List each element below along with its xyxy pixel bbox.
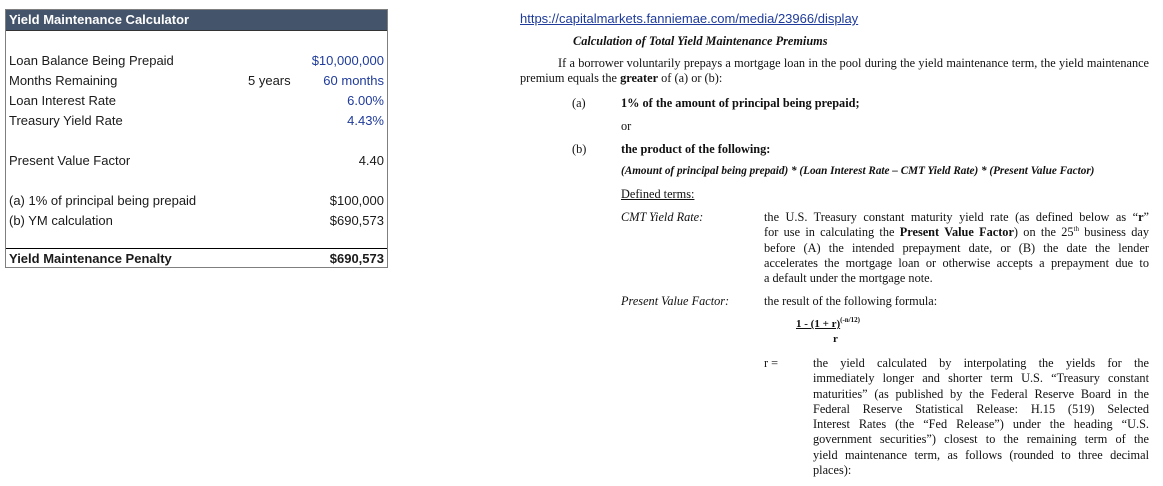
ym-formula: (Amount of principal being prepaid) * (Loan Interest Rate – CMT Yield Rate) * (Present Value Factor) xyxy=(621,165,1095,177)
r-def-line: yield maintenance term, as follows (rounded to three decimal xyxy=(813,447,1149,462)
cmt-def-line-2d: business day xyxy=(1078,225,1149,240)
item-b: the product of the following: xyxy=(621,142,771,156)
cmt-def-pvf: Present Value Factor xyxy=(899,225,1014,240)
penalty-label: Yield Maintenance Penalty xyxy=(9,251,172,266)
r-def-line: maturities” (as published by the Federal Reserve Board in the xyxy=(813,386,1149,401)
option-a-row xyxy=(6,191,387,211)
months-years: 5 years xyxy=(248,73,291,88)
marker-a: (a) xyxy=(572,96,586,110)
calculator-title: Yield Maintenance Calculator xyxy=(6,10,387,31)
loan-balance-value[interactable]: $10,000,000 xyxy=(311,53,384,68)
cmt-def-line-2a: for use in calculating the xyxy=(764,225,900,240)
treasury-yield-label: Treasury Yield Rate xyxy=(9,113,123,128)
loan-balance-label: Loan Balance Being Prepaid xyxy=(9,53,174,68)
r-def-line: places): xyxy=(813,463,852,478)
formula-exponent: (-n/12) xyxy=(840,315,860,324)
cmt-definition xyxy=(764,210,1149,286)
r-def-line: the yield calculated by interpolating the yields for the xyxy=(813,356,1149,370)
present-value-value: 4.40 xyxy=(358,153,384,168)
cmt-def-line-5: a default under the mortgage note. xyxy=(764,271,933,286)
r-def-line: Federal Reserve Statistical Release: H.15 (519) Selected xyxy=(813,401,1149,416)
loan-interest-label: Loan Interest Rate xyxy=(9,93,116,108)
months-remaining-value[interactable]: 60 months xyxy=(323,73,384,88)
cmt-def-sup: th xyxy=(1073,225,1079,234)
r-def-line: government securities”) closest to the remaining term of the xyxy=(813,432,1149,447)
section-heading: Calculation of Total Yield Maintenance Premiums xyxy=(573,34,828,48)
present-value-row xyxy=(6,151,387,171)
marker-b: (b) xyxy=(572,142,587,156)
option-b-label: (b) YM calculation xyxy=(9,213,113,228)
intro-line-2c: of (a) or (b): xyxy=(658,71,723,85)
option-a-value: $100,000 xyxy=(329,193,384,208)
pv-term: Present Value Factor: xyxy=(621,294,730,308)
intro-paragraph xyxy=(520,56,1149,86)
or-text: or xyxy=(621,119,632,133)
penalty-row xyxy=(6,248,387,269)
formula-denominator: r xyxy=(833,333,838,345)
option-b-value: $690,573 xyxy=(329,213,384,228)
loan-interest-row xyxy=(6,91,387,111)
cmt-term: CMT Yield Rate: xyxy=(621,210,704,224)
option-b-row xyxy=(6,211,387,231)
treasury-yield-row xyxy=(6,111,387,131)
yield-maintenance-calculator xyxy=(5,9,388,268)
intro-line-2a: maintenance premium equals the xyxy=(520,56,1150,85)
r-term: r = xyxy=(764,356,779,370)
treasury-yield-value[interactable]: 4.43% xyxy=(347,113,384,128)
defined-terms: Defined terms: xyxy=(621,187,695,201)
r-def-line: immediately longer and shorter term U.S. “Treasury constant xyxy=(813,371,1149,386)
intro-greater: greater xyxy=(620,71,659,85)
cmt-def-line-3: before (A) the intended prepayment date, or (B) the date the lender xyxy=(764,240,1149,255)
r-definition xyxy=(813,356,1149,478)
penalty-value: $690,573 xyxy=(329,251,384,266)
intro-line-1: If a borrower voluntarily prepays a mortgage loan in the pool during the yield maintenance term, the yield xyxy=(558,56,1084,70)
cmt-def-r: r xyxy=(1138,210,1144,224)
cmt-def-line-2c: ) on the 25 xyxy=(1013,225,1074,240)
months-remaining-row xyxy=(6,71,387,91)
loan-balance-row xyxy=(6,51,387,71)
formula-numerator: 1 - (1 + r) xyxy=(796,318,841,330)
item-a: 1% of the amount of principal being prepaid; xyxy=(621,96,860,110)
pv-definition: the result of the following formula: xyxy=(764,294,938,308)
cmt-def-line-1c: ” xyxy=(1143,210,1149,224)
present-value-label: Present Value Factor xyxy=(9,153,131,168)
cmt-def-line-1a: the U.S. Treasury constant maturity yield rate (as defined below as “ xyxy=(764,210,1139,224)
months-remaining-label: Months Remaining xyxy=(9,73,118,88)
loan-interest-value[interactable]: 6.00% xyxy=(347,93,384,108)
option-a-label: (a) 1% of principal being prepaid xyxy=(9,193,197,208)
cmt-def-line-4: accelerates the mortgage loan or otherwise accepts a prepayment due to xyxy=(764,255,1149,270)
source-link[interactable]: https://capitalmarkets.fanniemae.com/media/23966/display xyxy=(520,11,859,26)
pv-formula-numerator xyxy=(796,316,860,331)
r-def-line: Interest Rates (the “Fed Release”) under the heading “U.S. xyxy=(813,417,1149,432)
